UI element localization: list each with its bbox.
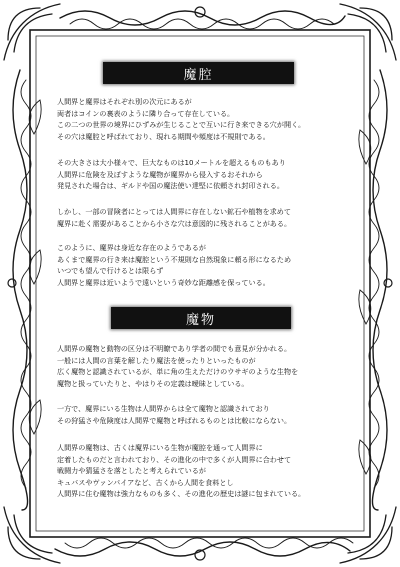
text-line: 両者はコインの裏表のように隣り合って存在している。	[57, 108, 235, 118]
text-line: このように、魔界は身近な存在のようであるが	[57, 243, 206, 252]
text-line: 戦闘力や猜猛さを落としたと考えられているが	[57, 466, 206, 476]
paragraph	[57, 343, 357, 389]
text-line: 魔物と扱っていたりと、やはりその定義は曖昧としている。	[57, 378, 249, 388]
paragraph	[57, 206, 357, 229]
text-line: 発見された場合は、ギルドや国の魔法使い達堅に依頼され封印される。	[57, 181, 284, 191]
text-line: キュバスやヴァンパイアなど、古くから人間を食料とし	[57, 477, 234, 487]
section-heading-mamono	[111, 307, 291, 329]
text-line: その狩猛さや危険度は人間界で魔物と呼ばれるものとは比較にならない。	[57, 415, 292, 425]
paragraph	[57, 157, 357, 192]
text-line: 魔界に赴く需要があることから小さな穴は意図的に残されることがある。	[57, 218, 292, 228]
text-line: 人間界の魔物と動物の区分は不明瞭であり学者の間でも意見が分かれる。	[57, 344, 292, 353]
text-line: 広く魔物と認識されているが、単に角の生えただけのウサギのような生物を	[57, 367, 299, 377]
paragraph	[57, 96, 357, 142]
text-line: 一般には人間の言葉を解したり魔法を使ったりといったものが	[57, 355, 256, 365]
text-line: 定着したものだと言われており、その進化の中で多くが人間界に合わせて	[57, 454, 292, 464]
paragraph	[57, 242, 357, 288]
text-line: 人間界と魔界は近いようで遠いという奇妙な距離感を保っている。	[57, 277, 270, 287]
text-line: しかし、一部の冒険者にとっては人間界に存在しない鉱石や植物を求めて	[57, 207, 291, 216]
section-heading-maku	[103, 62, 294, 84]
text-line: その大きさは大小様々で、巨大なものは10メートルを超えるものもあり	[57, 158, 286, 167]
text-line: いつでも望んで行けるとは限らず	[57, 266, 164, 276]
text-line: あくまで魔界の行き来は魔腔という不規則な自然現象に頼る形になるため	[57, 254, 292, 264]
text-line: 人間界の魔物は、古くは魔界にいる生物が魔腔を通って人間界に	[57, 443, 263, 452]
text-line: その穴は魔腔と呼ばれており、現れる期間や頻度は不規則である。	[57, 131, 270, 141]
section-heading-text: 魔物	[185, 312, 216, 328]
paragraph	[57, 442, 357, 500]
section-heading-text: 魔腔	[183, 67, 214, 83]
text-line: 人間界に危険を及ぼすような魔物が魔界から侵入するおそれから	[57, 169, 263, 179]
text-line: この二つの世界の境界にひずみが生じることで互いに行き来できる穴が開く。	[57, 120, 306, 130]
text-line: 人間界に住む魔物は強力なものも多く、その進化の歴史は謎に包まれている。	[57, 489, 306, 499]
paragraph	[57, 403, 357, 426]
text-line: 人間界と魔界はそれぞれ別の次元にあるが	[57, 97, 192, 106]
text-line: 一方で、魔界にいる生物は人間界からは全て魔物と認識されており	[57, 404, 270, 413]
